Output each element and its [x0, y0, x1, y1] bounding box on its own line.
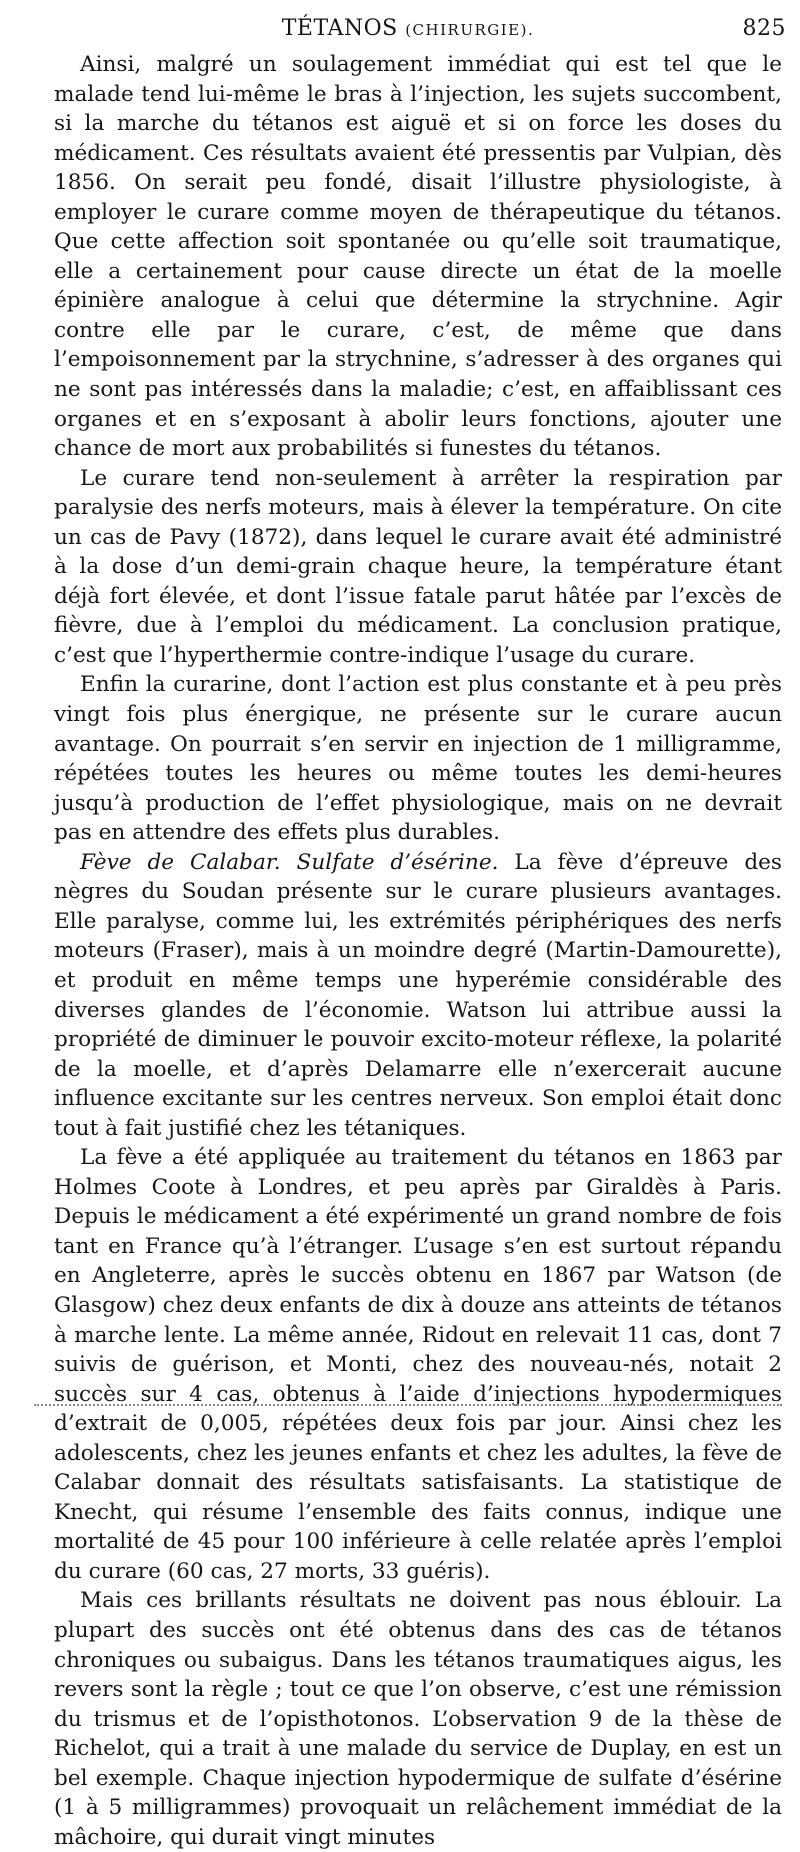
running-section: (CHIRURGIE).	[405, 21, 535, 39]
paragraph: Le curare tend non-seulement à arrêter la respiration par paralysie des nerfs moteurs, mais à élever la température. On cite un cas de Pavy (1872), dans lequel le curare avait été administré à la dose d’un demi-grain chaque heure, la température étant déjà fort élevée, et dont l’issue fatale parut hâtée par l’excès de fièvre, due à l’emploi du médicament. La conclusion pratique, c’est que l’hyperthermie contre-indique l’usage du curare.	[54, 465, 782, 668]
paragraph: Fève de Calabar. Sulfate d’ésérine. La fève d’épreuve des nègres du Soudan présente sur le curare plusieurs avantages. Elle paralyse, comme lui, les extrémités périphériques des nerfs moteurs (Fraser), mais à un moindre degré (Martin-Damourette), et produit en même temps une hyperémie considérable des diverses glandes de l’économie. Watson lui attribue aussi la propriété de diminuer le pouvoir excito-moteur réflexe, la polarité de la moelle, et d’après Delamarre elle n’exercerait aucune influence excitante sur les centres nerveux. Son emploi était donc tout à fait justifié chez les tétaniques.	[54, 849, 782, 1141]
running-header	[54, 8, 786, 50]
paragraph: Ainsi, malgré un soulagement immédiat qui est tel que le malade tend lui-même le bras à l’injection, les sujets succombent, si la marche du tétanos est aiguë et si on force les doses du médicament. Ces résultats avaient été pressentis par Vulpian, dès 1856. On serait peu fondé, disait l’illustre physiologiste, à employer le curare comme moyen de thérapeutique du tétanos. Que cette affection soit spontanée ou qu’elle soit traumatique, elle a certainement pour cause directe un état de la moelle épinière analogue à celui que détermine la strychnine. Agir contre elle par le curare, c’est, de même que dans l’empoisonnement par la strychnine, s’adresser à des organes qui ne sont pas intéressés dans la maladie; c’est, en affaiblissant ces organes et en s’exposant à abolir leurs fonctions, ajouter une chance de mort aux probabilités si funestes du tétanos.	[54, 52, 782, 462]
paragraph-lead: Fève de Calabar. Sulfate d’ésérine.	[80, 849, 499, 875]
paragraph: Mais ces brillants résultats ne doivent pas nous éblouir. La plupart des succès ont été obtenus dans des cas de tétanos chroniques ou subaigus. Dans les tétanos traumatiques aigus, les revers sont la règle ; tout ce que l’on observe, c’est une rémission du trismus et de l’opisthotonos. L’observation 9 de la thèse de Richelot, qui a trait à une malade du service de Duplay, en est un bel exemple. Chaque injection hypodermique de sulfate d’ésérine (1 à 5 milligrammes) provoquait un relâchement immédiat de la mâchoire, qui durait vingt minutes	[54, 1588, 782, 1850]
running-title: TÉTANOS	[281, 16, 398, 41]
paragraph: Enfin la curarine, dont l’action est plus constante et à peu près vingt fois plus énergique, ne présente sur le curare aucun avantage. On pourrait s’en servir en injection de 1 milligramme, répétées toutes les heures ou même toutes les demi-heures jusqu’à production de l’effet physiologique, mais on ne devrait pas en attendre des effets plus durables.	[54, 672, 782, 846]
page-number: 825	[742, 16, 786, 41]
paragraph: La fève a été appliquée au traitement du tétanos en 1863 par Holmes Coote à Londres, et peu après par Giraldès à Paris. Depuis le médicament a été expérimenté un grand nombre de fois tant en France qu’à l’étranger. L’usage s’en est surtout répandu en Angleterre, après le succès obtenu en 1867 par Watson (de Glasgow) chez deux enfants de dix à douze ans atteints de tétanos à marche lente. La même année, Ridout en relevait 11 cas, dont 7 suivis de guérison, et Monti, chez des nouveau-nés, notait 2 succès sur 4 cas, obtenus à l’aide d’injections hypodermiques d’extrait de 0,005, répétées deux fois par jour. Ainsi chez les adolescents, chez les jeunes enfants et chez les adultes, la fève de Calabar donnait des résultats satisfaisants. La statistique de Knecht, qui résume l’ensemble des faits connus, indique une mortalité de 45 pour 100 inférieure à celle relatée après l’emploi du curare (60 cas, 27 morts, 33 guéris).	[54, 1145, 782, 1584]
footer-rule	[34, 1404, 782, 1406]
body-text	[54, 50, 782, 1852]
